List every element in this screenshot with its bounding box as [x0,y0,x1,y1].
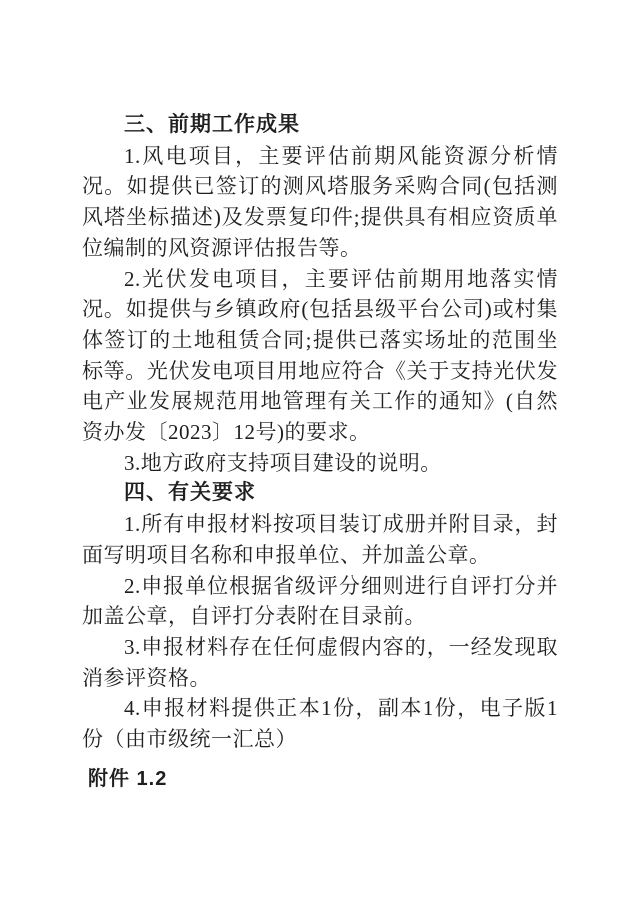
section-heading-preliminary-results: 三、前期工作成果 [124,113,300,136]
paragraph-requirement-4: 4.申报材料提供正本1份，副本1份，电子版1份（由市级统一汇总） [82,696,558,752]
paragraph-requirement-1: 1.所有申报材料按项目装订成册并附目录，封面写明项目名称和申报单位、并加盖公章。 [82,512,558,567]
paragraph-requirement-2: 2.申报单位根据省级评分细则进行自评打分并加盖公章，自评打分表附在目录前。 [82,573,558,629]
document-body [82,110,558,755]
attachment-label: 附件 1.2 [88,768,168,790]
paragraph-requirement-3: 3.申报材料存在任何虚假内容的，一经发现取消参评资格。 [82,634,558,690]
section-heading-requirements: 四、有关要求 [124,481,256,505]
paragraph-local-government-support: 3.地方政府支持项目建设的说明。 [124,450,442,475]
paragraph-wind-project: 1.风电项目，主要评估前期风能资源分析情况。如提供已签订的测风塔服务采购合同(包括测风塔坐标描述)及发票复印件;提供具有相应资质单位编制的风资源评估报告等。 [82,143,558,260]
paragraph-pv-project: 2.光伏发电项目，主要评估前期用地落实情况。如提供与乡镇政府(包括县级平台公司)或村集体签订的土地租赁合同;提供已落实场址的范围坐标等。光伏发电项目用地应符合《关于支持光伏发电产业发展规范用地管理有关工作的通知》(自然资办发〔2023〕12号)的要求。 [82,266,558,445]
